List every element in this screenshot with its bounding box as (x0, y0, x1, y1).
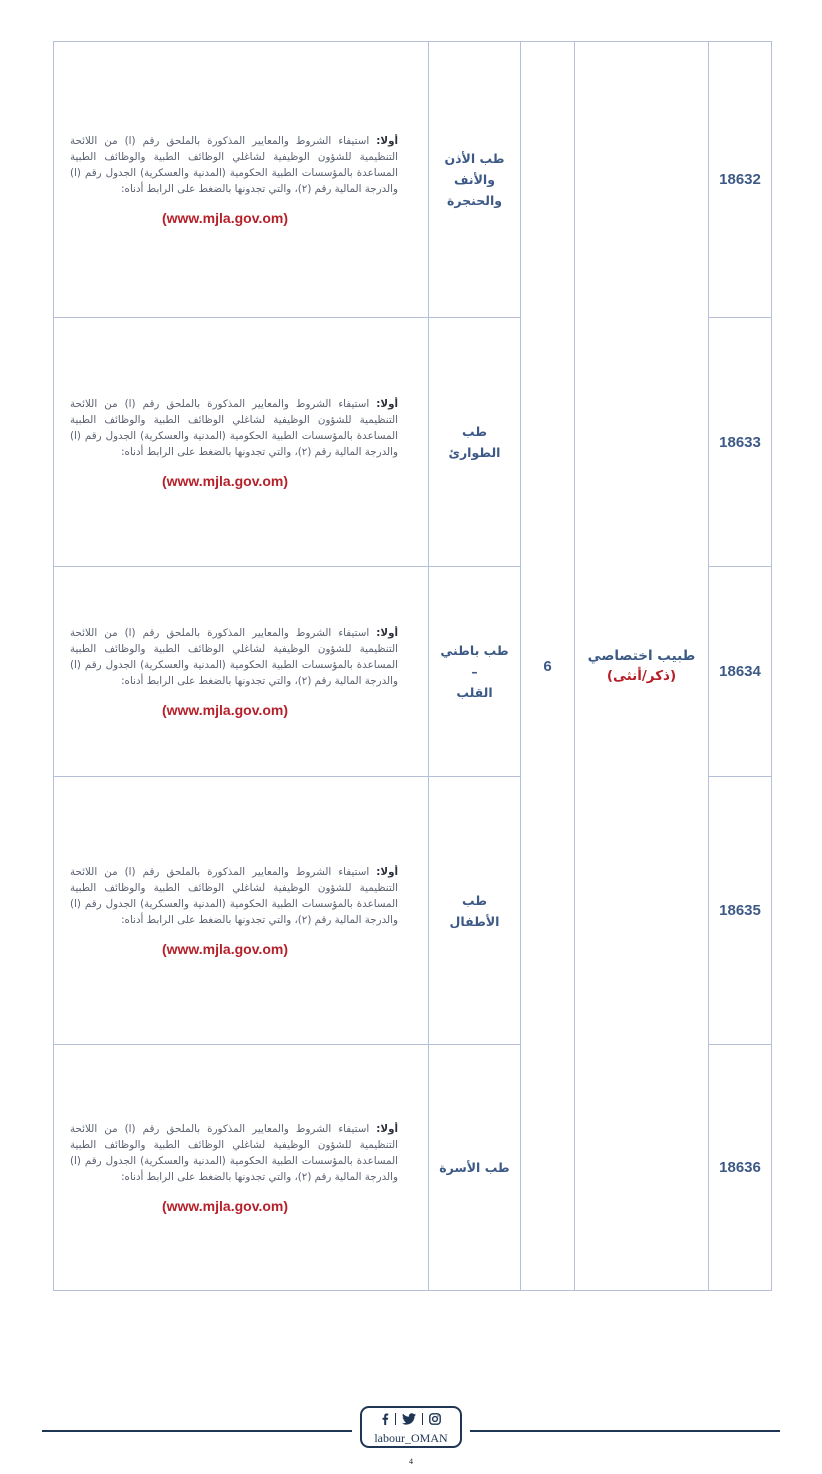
mjla-link[interactable]: (www.mjla.gov.om) (161, 472, 288, 489)
mjla-link[interactable]: (www.mjla.gov.om) (161, 941, 288, 957)
requirements-lead: أولا: (376, 397, 398, 410)
specialty-line: طب الأطفال (449, 892, 500, 929)
requirements-cell (54, 318, 429, 567)
social-handle: labour_OMAN (374, 1431, 448, 1445)
twitter-icon[interactable] (402, 1413, 416, 1425)
footer-divider-left (42, 1430, 352, 1432)
requirements-text: استيفاء الشروط والمعايير المذكورة بالملحق رقم (ا) من اللائحة التنظيمية للشؤون الوظيفية لشاغلي الوظائف الطبية والوظائف الطبية المساعدة بالمؤسسات الطبية الحكومية (المدنية والعسكرية) الجدول رقم (ا) والدرجة المالية رقم (٢)، والتي تجدونها بالضغط على الرابط أدناه: (70, 866, 398, 926)
specialty-cell (429, 318, 521, 567)
mjla-link[interactable]: (www.mjla.gov.om) (161, 1198, 288, 1214)
job-code: 18636 (709, 1045, 772, 1291)
requirements-text: استيفاء الشروط والمعايير المذكورة بالملحق رقم (ا) من اللائحة التنظيمية للشؤون الوظيفية لشاغلي الوظائف الطبية والوظائف الطبية المساعدة بالمؤسسات الطبية الحكومية (المدنية والعسكرية) الجدول رقم (ا) والدرجة المالية رقم (٢)، والتي تجدونها بالضغط على الرابط أدناه: (70, 627, 398, 687)
requirements-lead: أولا: (376, 1123, 398, 1135)
specialty-line: طب الأسرة (439, 1160, 510, 1175)
requirements-text: استيفاء الشروط والمعايير المذكورة بالملحق رقم (ا) من اللائحة التنظيمية للشؤون الوظيفية لشاغلي الوظائف الطبية والوظائف الطبية المساعدة بالمؤسسات الطبية الحكومية (المدنية والعسكرية) الجدول رقم (ا) والدرجة المالية رقم (٢)، والتي تجدونها بالضغط على الرابط أدناه: (70, 135, 398, 195)
specialty-cell (429, 567, 521, 777)
job-gender: (ذكر/أنثى) (606, 668, 677, 684)
icon-separator (395, 1413, 396, 1425)
job-code: 18633 (709, 318, 772, 567)
requirements-lead: أولا: (376, 866, 398, 878)
specialty-line: القلب (456, 685, 493, 700)
specialty-cell (429, 42, 521, 318)
page-number: 4 (409, 1457, 413, 1466)
specialty-line: والحنجرة (446, 193, 503, 208)
requirements-cell (54, 567, 429, 777)
mjla-link[interactable]: (www.mjla.gov.om) (161, 702, 288, 718)
requirements-cell (54, 42, 429, 318)
specialty-line: والأنف (454, 172, 495, 187)
specialty-cell (429, 777, 521, 1045)
job-code: 18632 (709, 42, 772, 318)
footer-divider-right (470, 1430, 780, 1432)
icon-separator (422, 1413, 423, 1425)
table-row (54, 42, 772, 318)
requirements-cell (54, 777, 429, 1045)
requirements-text: استيفاء الشروط والمعايير المذكورة بالملحق رقم (ا) من اللائحة التنظيمية للشؤون الوظيفية لشاغلي الوظائف الطبية والوظائف الطبية المساعدة بالمؤسسات الطبية الحكومية (المدنية والعسكرية) الجدول رقم (ا) والدرجة المالية رقم (٢)، والتي تجدونها بالضغط على الرابط أدناه: (70, 1123, 398, 1183)
jobs-table (53, 41, 772, 1291)
requirements-lead: أولا: (376, 135, 398, 147)
specialty-cell (429, 1045, 521, 1291)
job-title: طبيب اختصاصي (587, 648, 696, 664)
vacancy-count: 6 (521, 42, 575, 1291)
job-code: 18635 (709, 777, 772, 1045)
specialty-line: طب الطوارئ (448, 424, 501, 460)
job-code: 18634 (709, 567, 772, 777)
requirements-text: استيفاء الشروط والمعايير المذكورة بالملحق رقم (ا) من اللائحة التنظيمية للشؤون الوظيفية لشاغلي الوظائف الطبية والوظائف الطبية المساعدة بالمؤسسات الطبية الحكومية (المدنية والعسكرية) الجدول رقم (ا) والدرجة المالية رقم (٢)، والتي تجدونها بالضغط على الرابط أدناه: (70, 397, 398, 458)
instagram-icon[interactable] (429, 1413, 441, 1425)
facebook-icon[interactable] (381, 1413, 389, 1425)
specialty-line: طب باطني – (440, 643, 509, 679)
requirements-lead: أولا: (376, 627, 398, 639)
requirements-cell (54, 1045, 429, 1291)
mjla-link[interactable]: (www.mjla.gov.om) (161, 210, 288, 226)
specialty-line: طب الأذن (444, 151, 505, 166)
job-title-cell (575, 42, 709, 1291)
social-badge[interactable] (360, 1406, 462, 1448)
